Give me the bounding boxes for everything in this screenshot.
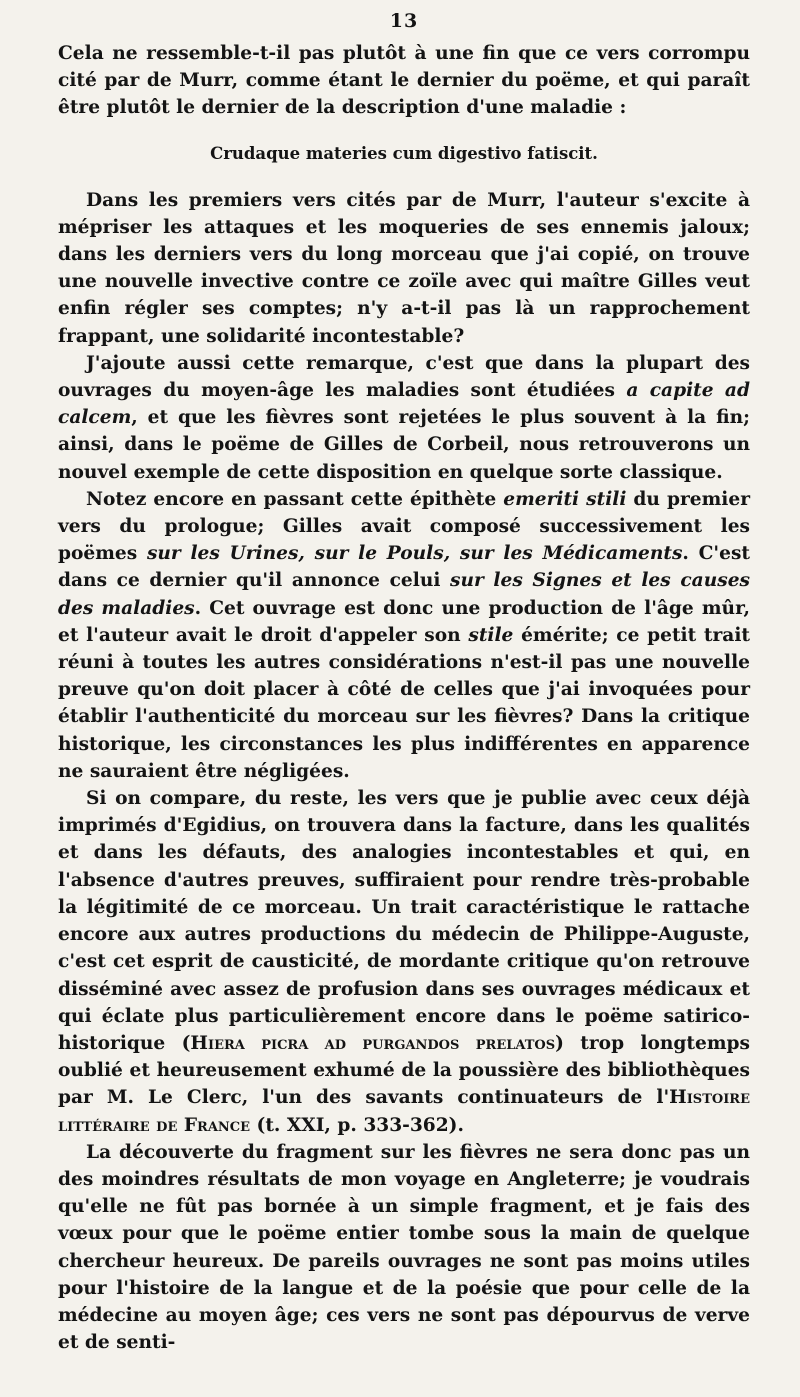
text-run: (t. XXI, p. 333-362). — [250, 1114, 464, 1136]
text-run: J'ajoute aussi cette remarque, c'est que dans la plupart des ouvrages du moyen-âge les maladies sont étudiées — [58, 352, 750, 402]
italic-text: emeriti stili — [503, 488, 627, 510]
text-run: . Cet ouvrage est donc une production de l'âge mûr, et l'auteur avait le droit d'appeler son — [58, 597, 750, 646]
text-run: Notez encore en passant cette épithète — [86, 488, 504, 510]
italic-text: stile — [468, 624, 514, 646]
italic-text: a capite ad calcem — [58, 380, 750, 429]
small-caps-text: Histoire littéraire de France — [58, 1087, 750, 1136]
paragraph — [58, 785, 750, 1139]
text-run: La découverte du fragment sur les fièvres ne sera donc pas un des moindres résultats de mon voyage en Angleterre; je voudrais qu'elle ne fût pas bornée à un simple fragment, et je fais des vœux pour que le poëme entier tombe sous la main de quelque chercheur heureux. De pareils ouvrages ne sont pas moins utiles pour l'histoire de la langue et de la poésie que pour celle de la médecine au moyen âge; ces vers ne sont pas dépourvus de verve et de senti- — [58, 1141, 750, 1354]
text-run: , et que les fièvres sont rejetées le plus souvent à la fin; ainsi, dans le poëme de Gilles de Corbeil, nous retrouverons un nouvel exemple de cette disposition en quelque sorte classique. — [58, 407, 750, 483]
paragraph — [58, 1139, 750, 1357]
paragraph — [58, 350, 750, 486]
text-run: Dans les premiers vers cités par de Murr, l'auteur s'excite à mépriser les attaques et les moqueries de ses ennemis jaloux; dans les derniers vers du long morceau que j'ai copié, on trouve une nouvelle invective contre ce zoïle avec qui maître Gilles veut enfin régler ses comptes; n'y a-t-il pas là un rapprochement frappant, une solidarité incontestable? — [58, 189, 750, 347]
paragraph — [58, 40, 750, 122]
text-run: . C'est dans ce dernier qu'il annonce celui — [58, 543, 750, 592]
paragraph — [58, 187, 750, 350]
text-run: émérite; ce petit trait réuni à toutes les autres considérations n'est-il pas une nouvelle preuve qu'on doit placer à côté de celles que j'ai invoquées pour établir l'authenticité du morceau sur les fièvres? Dans la critique historique, les circonstances les plus indifférentes en apparence ne sauraient être négligées. — [58, 624, 750, 782]
small-caps-text: Hiera picra ad purgandos prelatos — [190, 1032, 556, 1054]
italic-text: sur les Signes et les causes des maladies — [58, 570, 751, 619]
italic-text: sur les Urines, sur le Pouls, sur les Médicaments — [146, 543, 683, 565]
latin-verse-quote: Crudaque materies cum digestivo fatiscit. — [210, 143, 598, 163]
text-run: ) trop longtemps oublié et heureusement exhumé de la poussière des bibliothèques par M. Le Clerc, l'un des savants continuateurs de l' — [58, 1032, 750, 1109]
text-run: du premier vers du prologue; Gilles avait composé successivement les poëmes — [58, 488, 750, 565]
text-run: Si on compare, du reste, les vers que je publie avec ceux déjà imprimés d'Egidius, on trouvera dans la facture, dans les qualités et dans les défauts, des analogies incontestables et qui, en l'absence d'autres preuves, suffiraient pour rendre très-probable la légitimité de ce morceau. Un trait caractéristique le rattache encore aux autres productions du médecin de Philippe-Auguste, c'est cet esprit de causticité, de mordante critique qu'on retrouve disséminé avec assez de profusion dans ses ouvrages médicaux et qui éclate plus particulièrement encore dans le poëme satirico-historique ( — [58, 788, 750, 1054]
page-number: 13 — [389, 10, 419, 32]
text-run: Cela ne ressemble-t-il pas plutôt à une fin que ce vers corrompu cité par de Murr, comme étant le dernier du poëme, et qui paraît être plutôt le dernier de la description d'une maladie : — [58, 43, 750, 119]
paragraph — [58, 486, 750, 785]
